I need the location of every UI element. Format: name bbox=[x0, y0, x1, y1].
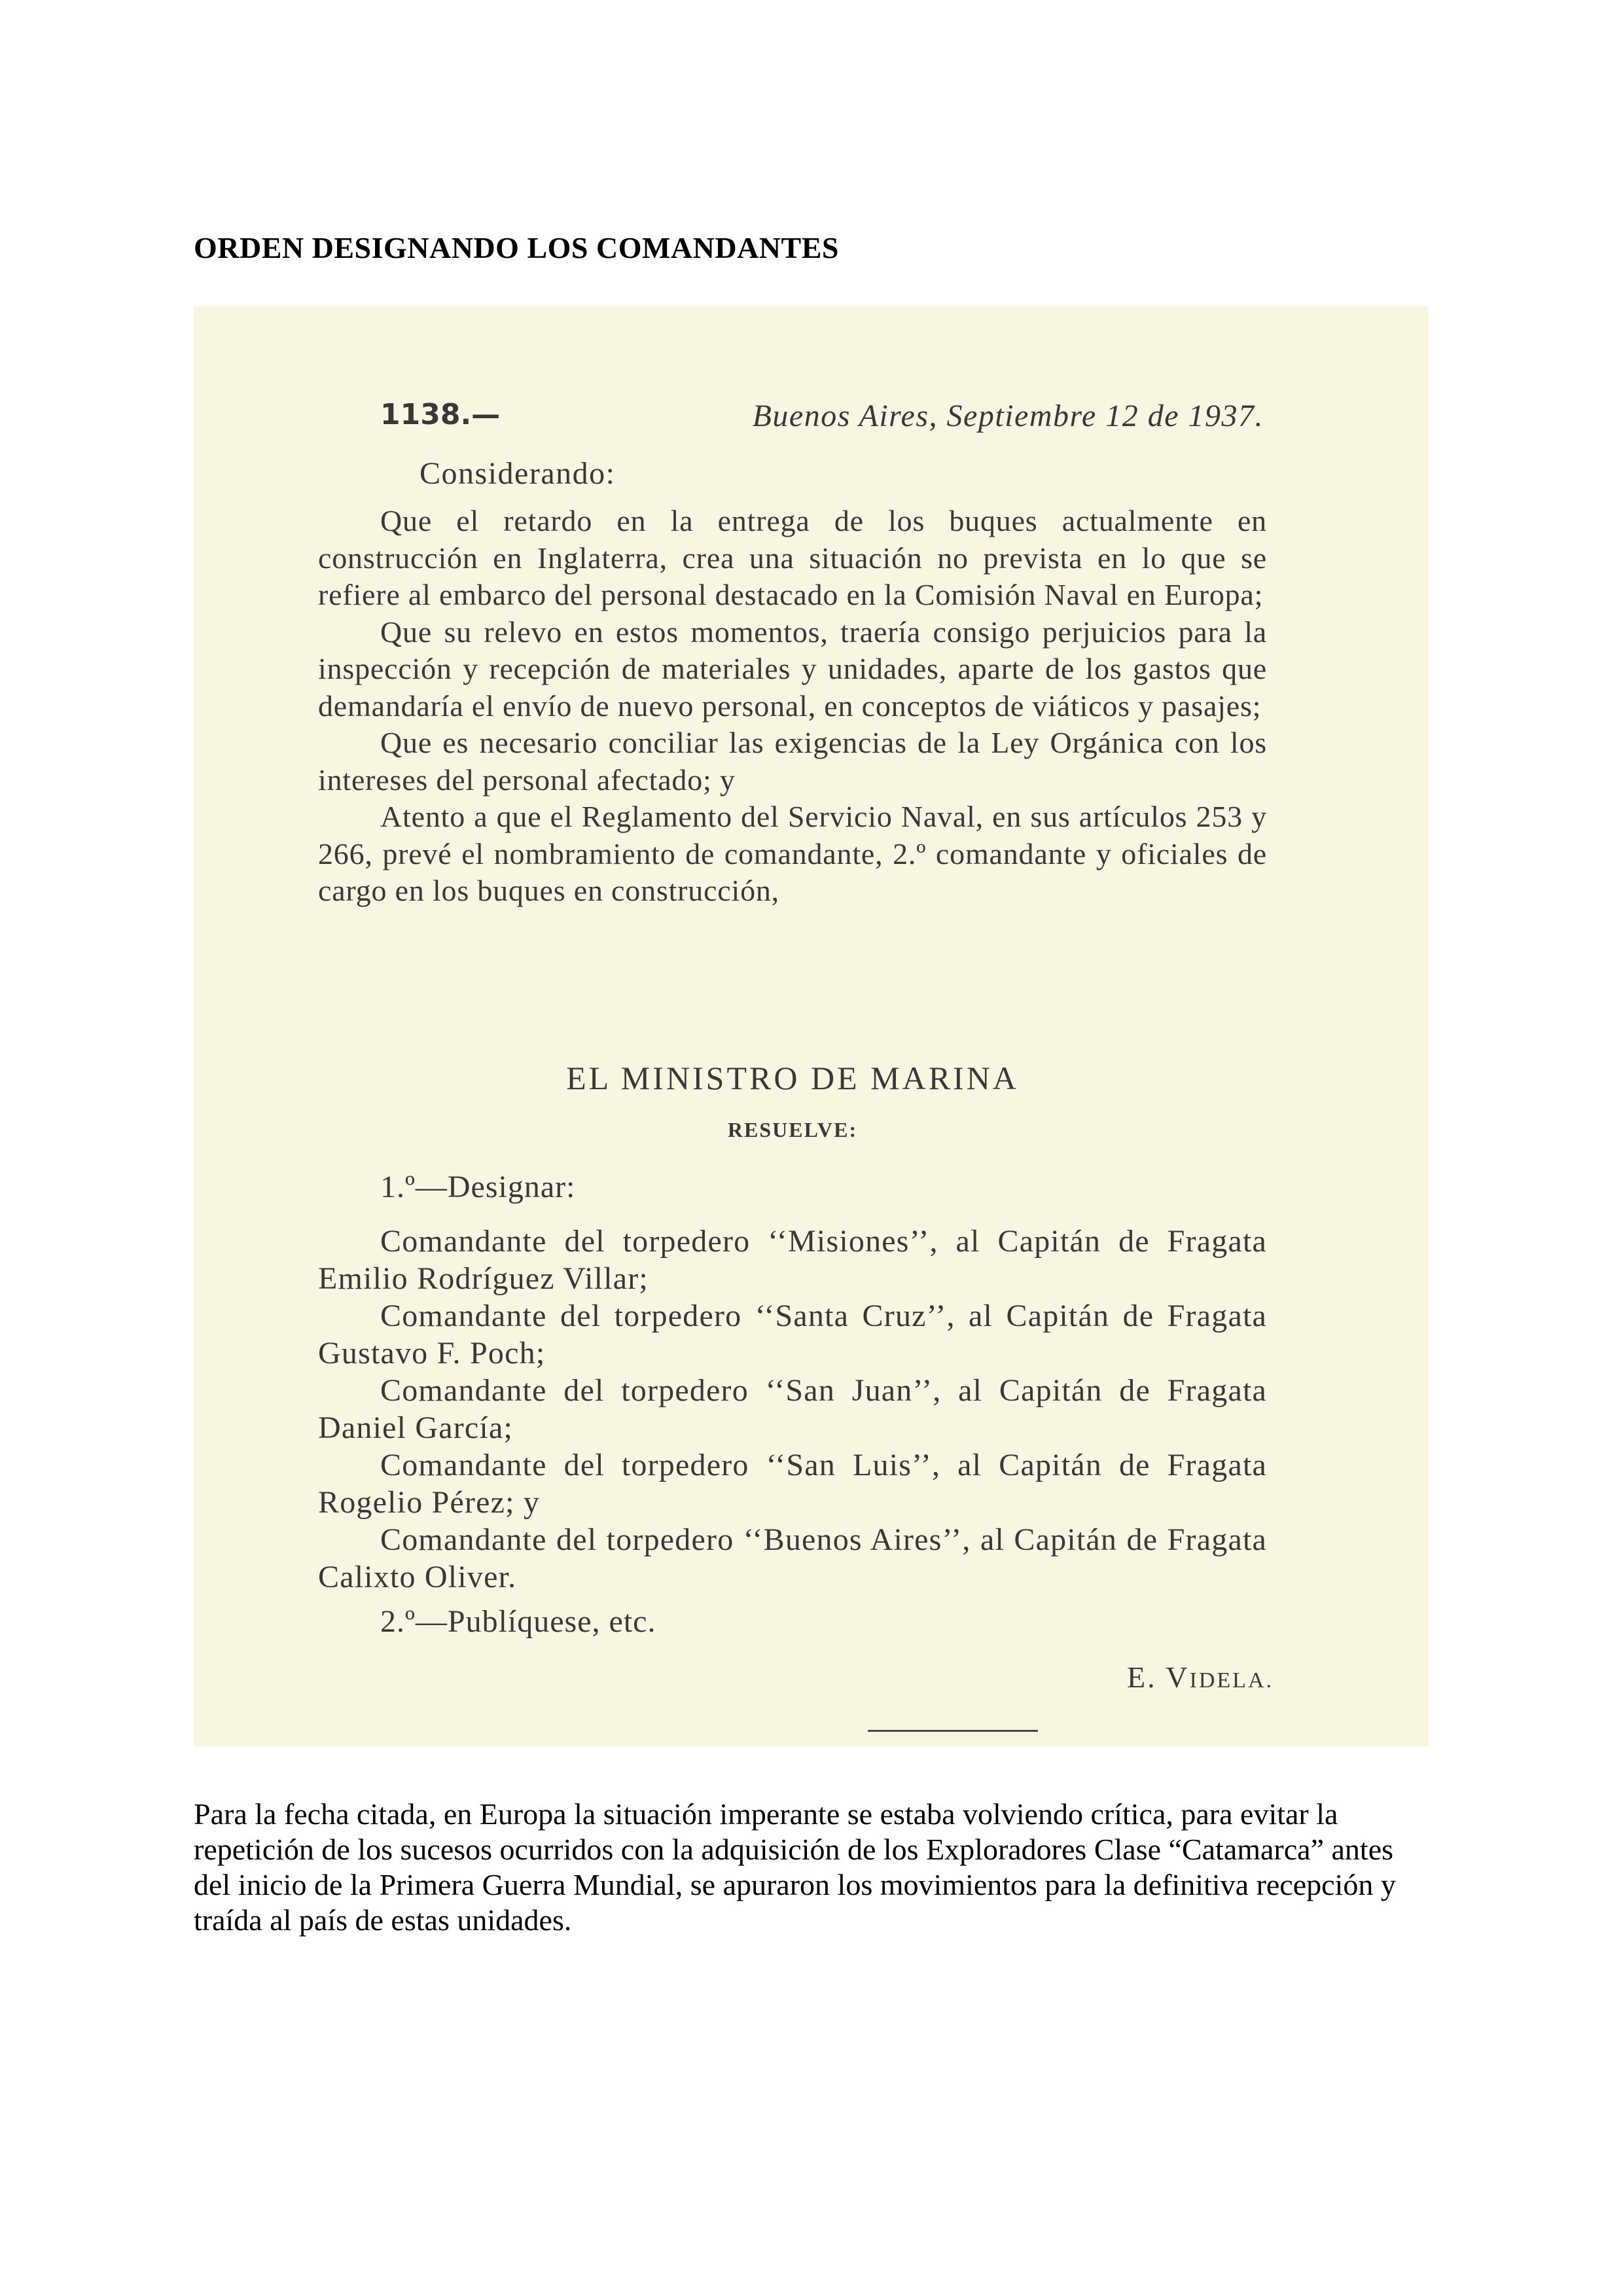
publiquese-line: 2.º—Publíquese, etc. bbox=[380, 1604, 656, 1639]
decree-date: Buenos Aires, Septiembre 12 de 1937. bbox=[752, 399, 1264, 433]
designation-item: Comandante del torpedero ‘‘San Luis’’, al Capitán de Fragata Rogelio Pérez; y bbox=[318, 1448, 1267, 1520]
commentary-paragraph: Para la fecha citada, en Europa la situación imperante se estaba volviendo crítica, para evitar la repetición de los sucesos ocurridos con la adquisición de los Exploradores Clase “Catamarca” antes del inicio de la Primera Guerra Mundial, se apuraron los movimientos para la definitiva recepción y traída al país de estas unidades. bbox=[194, 1797, 1396, 1937]
signature-initial: E. V bbox=[1127, 1660, 1190, 1694]
signature-surname: IDELA. bbox=[1189, 1668, 1274, 1693]
signature bbox=[1127, 1660, 1274, 1695]
decree-number: 1138.— bbox=[380, 398, 501, 431]
consideration-paragraph: Que el retardo en la entrega de los buques actualmente en construcción en Inglaterra, crea una situación no prevista en lo que se refiere al embarco del personal destacado en la Comisión Naval en Europa; bbox=[318, 504, 1267, 611]
decree-header bbox=[380, 398, 1264, 444]
considerations bbox=[318, 503, 1267, 910]
closing-rule-divider bbox=[868, 1730, 1038, 1732]
considerando-label: Considerando: bbox=[419, 456, 616, 491]
consideration-paragraph: Atento a que el Reglamento del Servicio Naval, en sus artículos 253 y 266, prevé el nombramiento de comandante, 2.º comandante y oficiales de cargo en los buques en construcción, bbox=[318, 800, 1267, 907]
consideration-paragraph: Que su relevo en estos momentos, traería consigo perjuicios para la inspección y recepción de materiales y unidades, aparte de los gastos que demandaría el envío de nuevo personal, en conceptos de viáticos y pasajes; bbox=[318, 615, 1267, 723]
designation-item: Comandante del torpedero ‘‘Santa Cruz’’, al Capitán de Fragata Gustavo F. Poch; bbox=[318, 1299, 1267, 1371]
designation-item: Comandante del torpedero ‘‘Misiones’’, al Capitán de Fragata Emilio Rodríguez Villar; bbox=[318, 1224, 1267, 1296]
designation-item: Comandante del torpedero ‘‘San Juan’’, al Capitán de Fragata Daniel García; bbox=[318, 1373, 1267, 1445]
designations-list bbox=[318, 1223, 1267, 1596]
scanned-decree-image bbox=[194, 306, 1429, 1746]
designation-item: Comandante del torpedero ‘‘Buenos Aires’’, al Capitán de Fragata Calixto Oliver. bbox=[318, 1522, 1267, 1594]
page-title: ORDEN DESIGNANDO LOS COMANDANTES bbox=[194, 231, 839, 264]
consideration-paragraph: Que es necesario conciliar las exigencias de la Ley Orgánica con los intereses del personal afectado; y bbox=[318, 726, 1267, 797]
designar-label: 1.º—Designar: bbox=[380, 1170, 576, 1204]
minister-title: EL MINISTRO DE MARINA bbox=[566, 1060, 1019, 1096]
resuelve-label: RESUELVE: bbox=[727, 1118, 858, 1141]
